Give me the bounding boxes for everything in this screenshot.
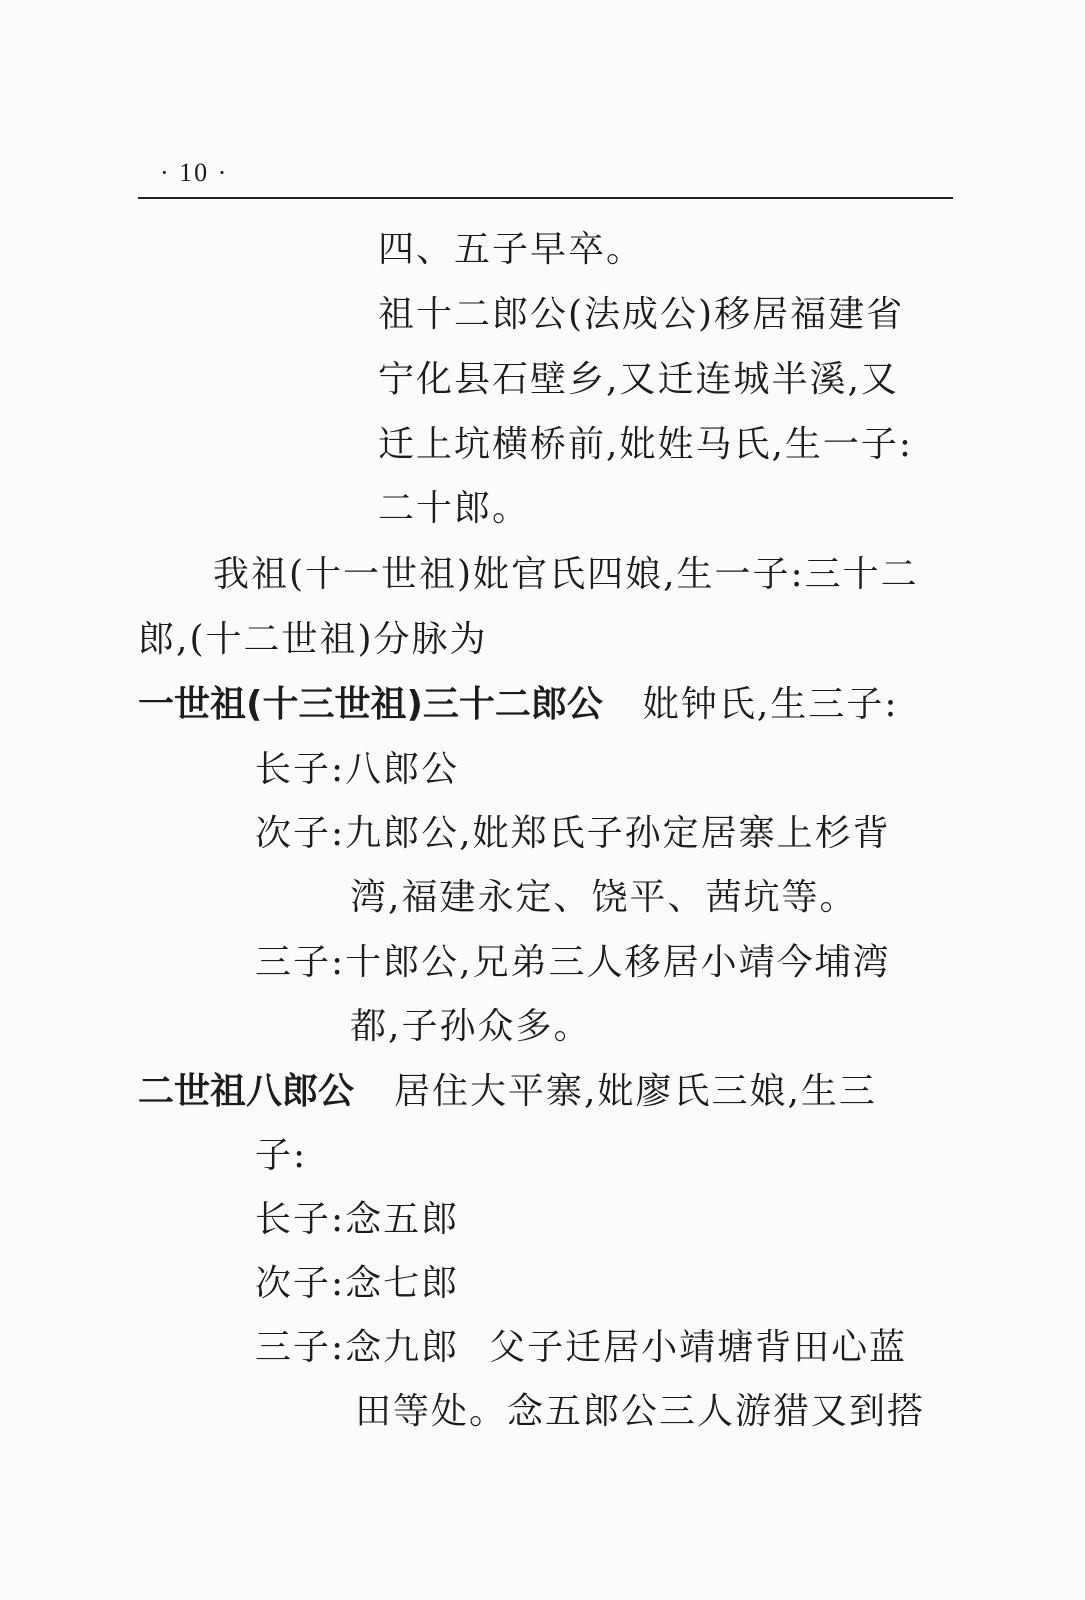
heading-text: 居住大平寨,妣廖氏三娘,生三 xyxy=(394,1071,877,1112)
text-line: 迁上坑横桥前,妣姓马氏,生一子: xyxy=(378,424,914,465)
generation-heading: 一世祖(十三世祖)三十二郎公 xyxy=(138,684,603,725)
text-segment: 父子迁居小靖塘背田心蓝 xyxy=(489,1327,908,1368)
text-line: 次子:九郎公,妣郑氏子孙定居寨上杉背 xyxy=(255,813,891,854)
heading-line xyxy=(138,1070,877,1114)
generation-heading: 二世祖八郎公 xyxy=(138,1071,355,1112)
text-line: 我祖(十一世祖)妣官氏四娘,生一子:三十二 xyxy=(213,554,919,595)
text-segment: 三子:念九郎 xyxy=(255,1327,460,1368)
text-line xyxy=(255,1326,907,1370)
text-line: 郎,(十二世祖)分脉为 xyxy=(138,619,488,660)
text-line: 宁化县石壁乡,又迁连城半溪,又 xyxy=(378,359,899,400)
text-line: 长子:念五郎 xyxy=(255,1199,460,1240)
text-line: 田等处。念五郎公三人游猎又到搭 xyxy=(355,1391,926,1432)
text-line: 湾,福建永定、饶平、茜坑等。 xyxy=(350,877,858,918)
heading-text: 妣钟氏,生三子: xyxy=(642,684,899,725)
header-rule xyxy=(138,197,953,199)
text-line: 长子:八郎公 xyxy=(255,749,460,790)
text-line: 次子:念七郎 xyxy=(255,1263,460,1304)
text-line: 子: xyxy=(255,1135,308,1176)
heading-line xyxy=(138,683,899,727)
text-line: 三子:十郎公,兄弟三人移居小靖今埔湾 xyxy=(255,942,891,983)
text-line: 二十郎。 xyxy=(378,488,531,529)
page-number: · 10 · xyxy=(160,158,229,187)
text-line: 四、五子早卒。 xyxy=(378,229,645,270)
text-line: 祖十二郎公(法成公)移居福建省 xyxy=(378,294,905,335)
text-line: 都,子孙众多。 xyxy=(350,1006,592,1047)
